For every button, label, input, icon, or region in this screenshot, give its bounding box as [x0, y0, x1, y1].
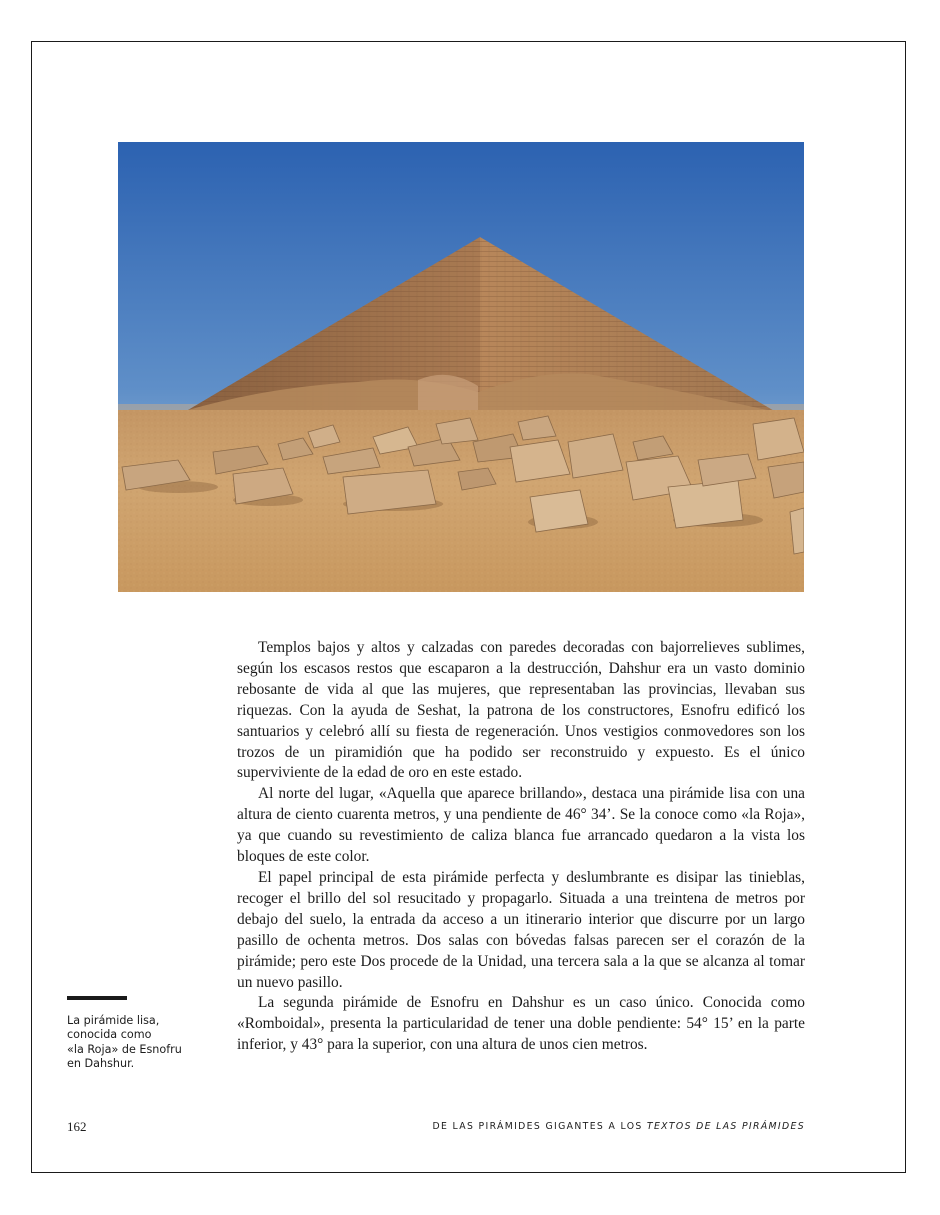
body-paragraph: Templos bajos y altos y calzadas con paredes decoradas con bajorrelieves sublimes, según los escasos restos que escaparon a la destrucción, Dahshur era un vasto dominio rebosante de vida al que las mujeres, que representaban las provincias, llevaban sus riquezas. Con la ayuda de Seshat, la patrona de los constructores, Esnofru edificó los santuarios y celebró allí su fiesta de regeneración. Unos vestigios conmovedores son los trozos de un piramidión que ha podido ser reconstruido y expuesto. Es el único superviviente de la edad de oro en este estado. [237, 639, 805, 782]
red-pyramid-photo [118, 142, 804, 592]
caption-rule [67, 996, 127, 1000]
body-paragraph: Al norte del lugar, «Aquella que aparece brillando», destaca una pirámide lisa con una altura de ciento cuarenta metros, y una pendiente de 46° 34’. Se la conoce como «la Roja», ya que cuando su revestimiento de caliza blanca fue arrancado quedaron a la vista los bloques de este color. [237, 785, 805, 866]
running-head-italic: TEXTOS DE LAS PIRÁMIDES [646, 1121, 805, 1132]
running-head [432, 1121, 805, 1132]
caption-line: conocida como [67, 1028, 152, 1042]
body-paragraph: La segunda pirámide de Esnofru en Dahshur es un caso único. Conocida como «Romboidal», presenta la particularidad de tener una doble pendiente: 54° 15’ en la parte inferior, y 43° para la superior, con una altura de unos cien metros. [237, 994, 805, 1054]
caption-line: La pirámide lisa, [67, 1014, 160, 1027]
body-text [237, 638, 805, 1056]
caption-line: en Dahshur. [67, 1057, 135, 1071]
page-number: 162 [67, 1119, 87, 1134]
body-paragraph: El papel principal de esta pirámide perfecta y deslumbrante es disipar las tinieblas, recoger el brillo del sol resucitado y propagarlo. Situada a una treintena de metros por debajo del suelo, la entrada da acceso a un itinerario interior que discurre por un largo pasillo de ochenta metros. Dos salas con bóvedas falsas parecen ser el corazón de la pirámide; pero este Dos procede de la Unidad, una tercera sala a la que se alcanza al tomar un nuevo pasillo. [237, 868, 805, 991]
running-head-text: DE LAS PIRÁMIDES GIGANTES A LOS [432, 1121, 647, 1132]
caption-line: «la Roja» de Esnofru [67, 1042, 182, 1056]
photo-caption [67, 1014, 195, 1072]
